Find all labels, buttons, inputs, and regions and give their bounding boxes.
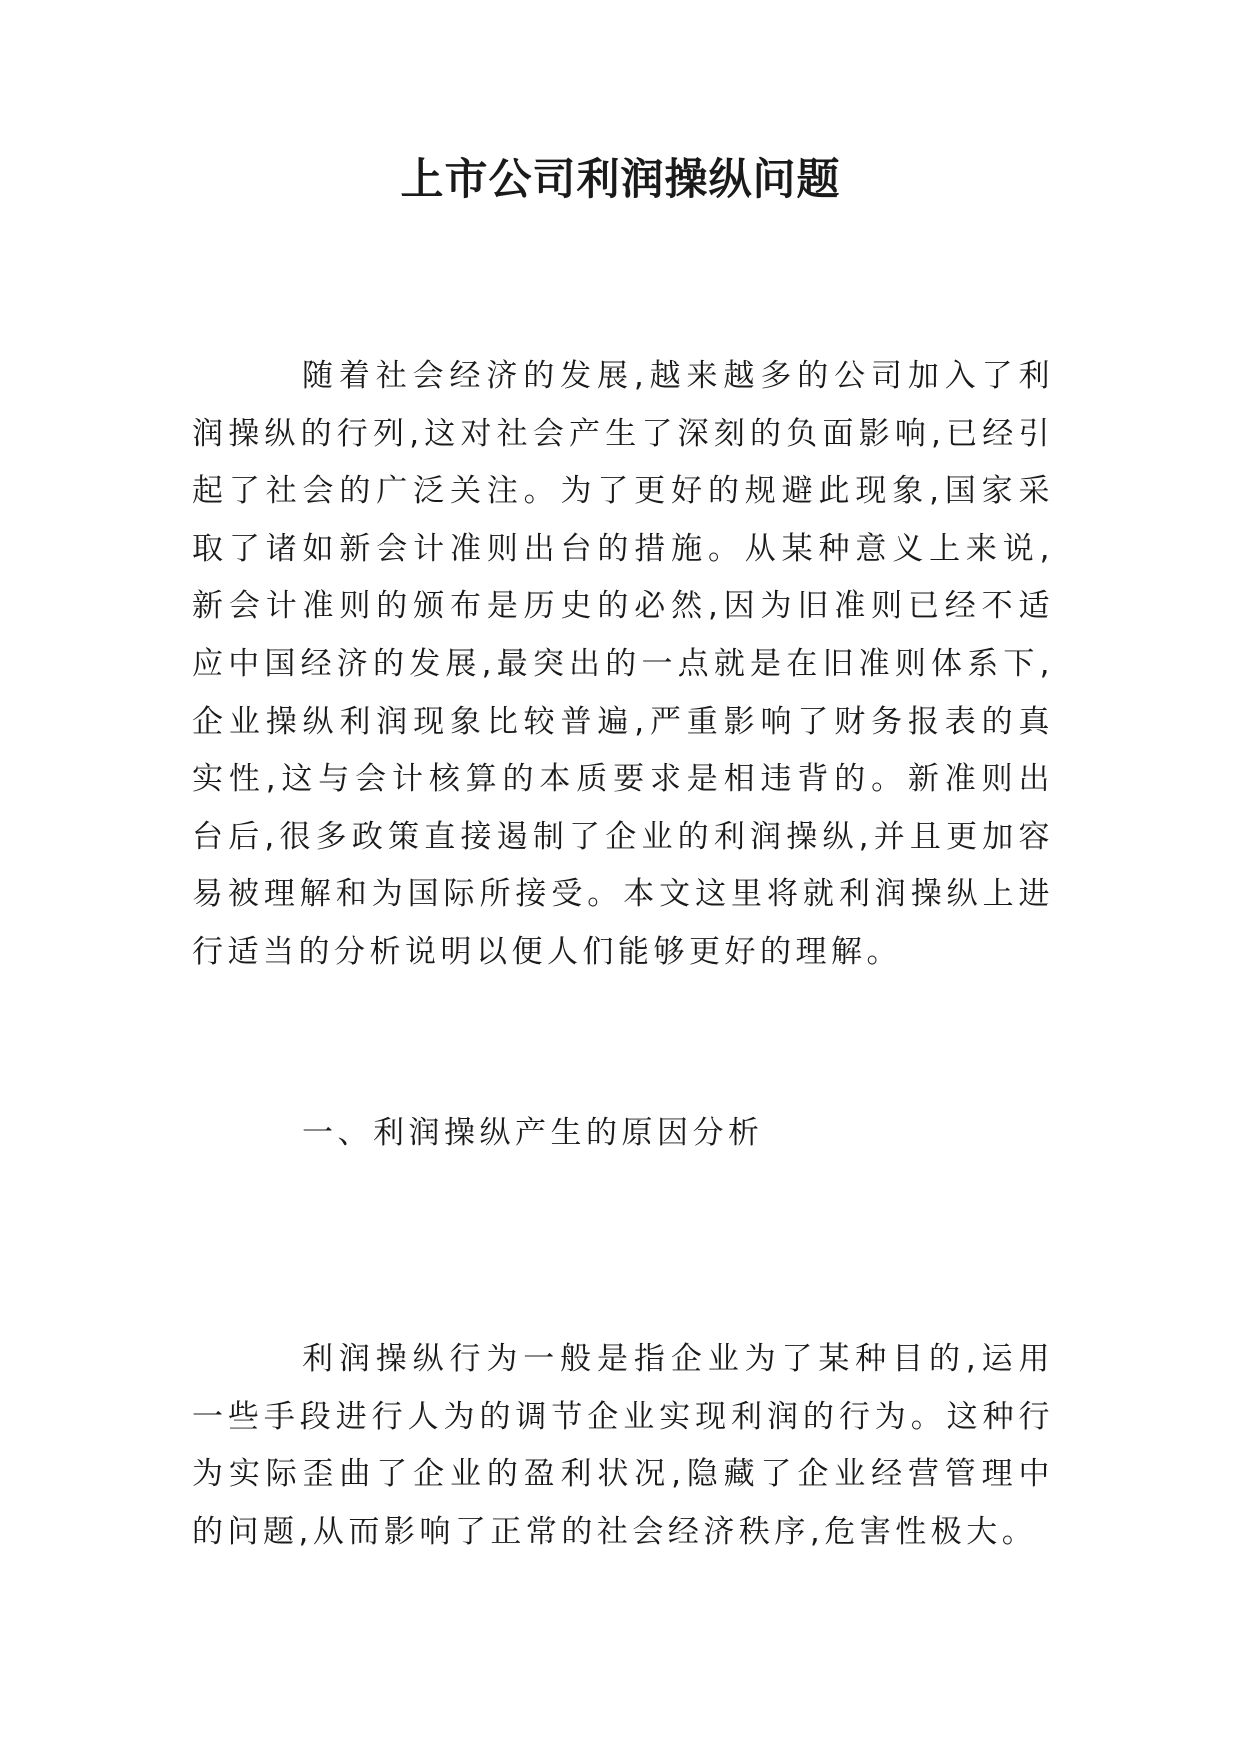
section-heading: 一、利润操纵产生的原因分析 (302, 1115, 764, 1151)
document-title: 上市公司利润操纵问题 (400, 155, 841, 205)
body-paragraph: 利润操纵行为一般是指企业为了某种目的,运用一些手段进行人为的调节企业实现利润的行为。这种行为实际歪曲了企业的盈利状况,隐藏了企业经营管理中的问题,从而影响了正常的社会经济秩序,危害性极大。 (192, 1341, 1054, 1550)
intro-paragraph: 随着社会经济的发展,越来越多的公司加入了利润操纵的行列,这对社会产生了深刻的负面影响,已经引起了社会的广泛关注。为了更好的规避此现象,国家采取了诸如新会计准则出台的措施。从某种意义上来说,新会计准则的颁布是历史的必然,因为旧准则已经不适应中国经济的发展,最突出的一点就是在旧准则体系下,企业操纵利润现象比较普遍,严重影响了财务报表的真实性,这与会计核算的本质要求是相违背的。新准则出台后,很多政策直接遏制了企业的利润操纵,并且更加容易被理解和为国际所接受。本文这里将就利润操纵上进行适当的分析说明以便人们能够更好的理解。 (192, 358, 1054, 970)
